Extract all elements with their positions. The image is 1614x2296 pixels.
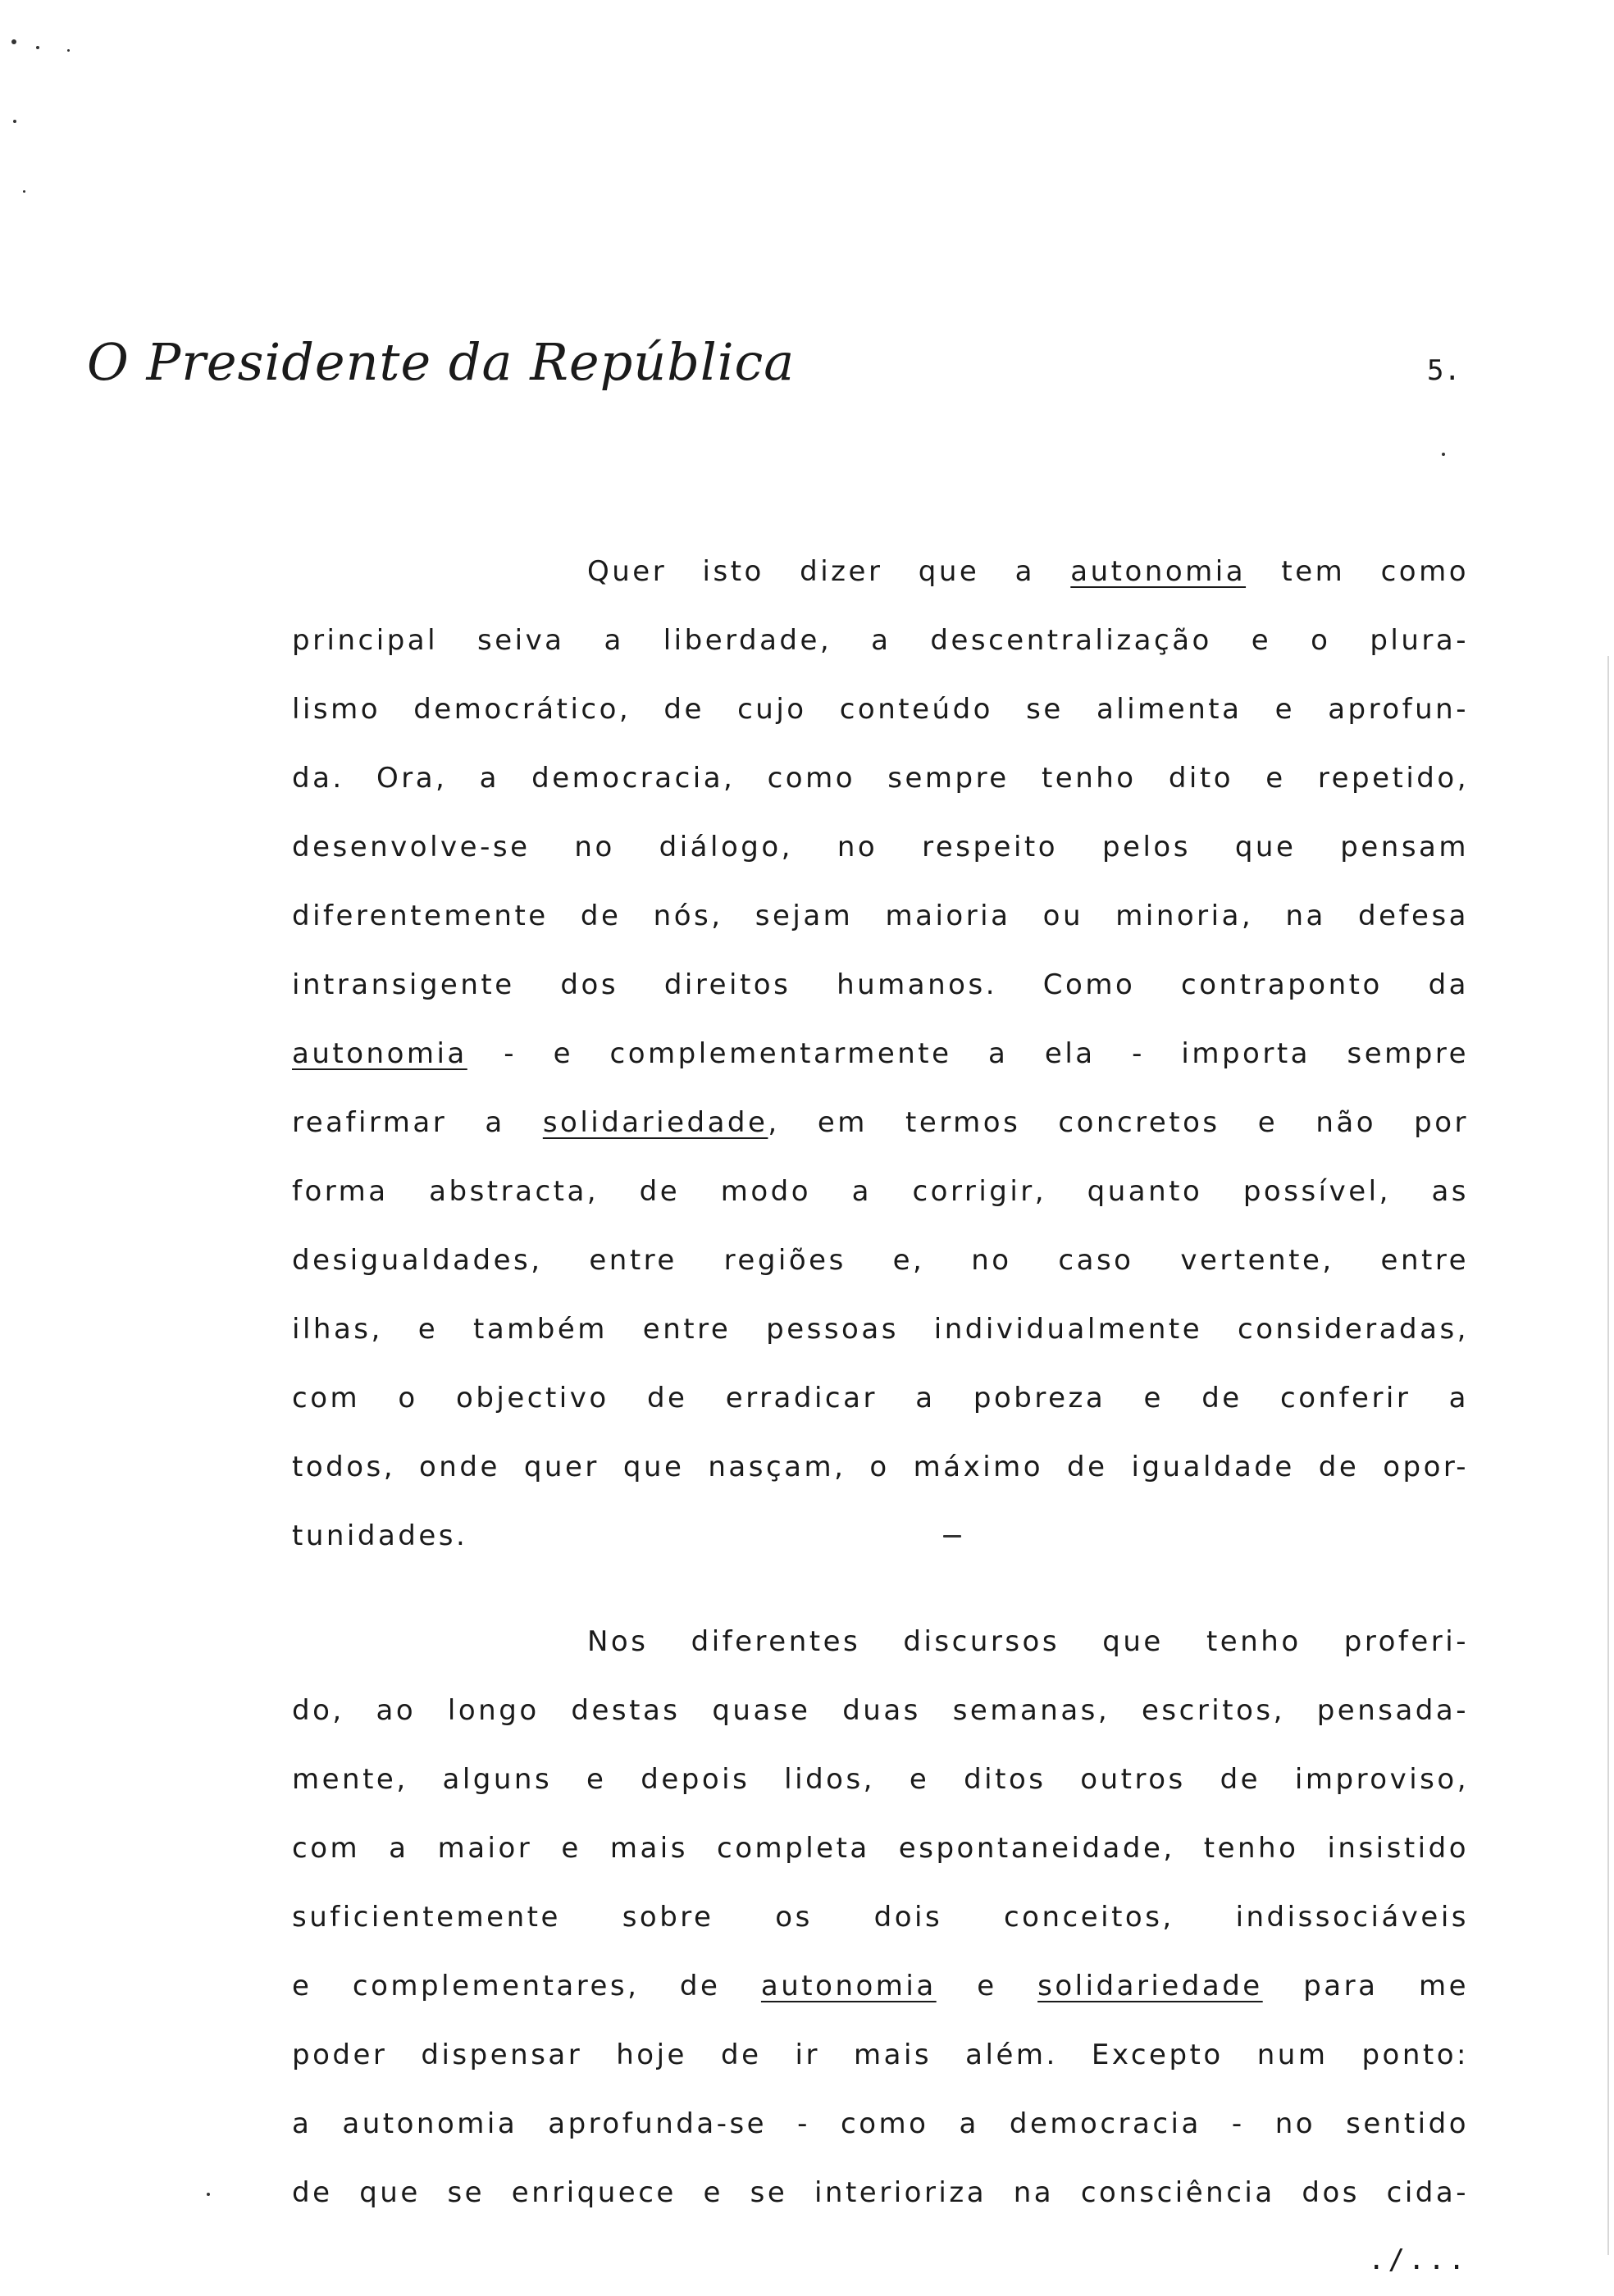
page-number: 5. [1427, 354, 1461, 387]
text-segment: para me [1262, 1970, 1469, 2002]
letterhead-title: O Presidente da República [87, 332, 796, 392]
paragraph-2 [292, 1607, 1469, 2227]
text-line [292, 950, 1469, 1019]
text-line [292, 1501, 1469, 1570]
text-line [292, 675, 1469, 744]
text-segment: - e complementarmente a ela - importa sempre [467, 1037, 1469, 1070]
text-segment: todos, onde quer que nasçam, o máximo de igualdade de opor- [292, 1451, 1469, 1483]
text-segment: tem como [1246, 555, 1469, 588]
continuation-mark: ./... [1368, 2244, 1469, 2276]
text-line [292, 2020, 1469, 2089]
text-line [292, 1088, 1469, 1157]
text-line [292, 1295, 1469, 1364]
text-line [292, 1226, 1469, 1295]
scan-speck [11, 39, 16, 44]
text-segment: forma abstracta, de modo a corrigir, quanto possível, as [292, 1175, 1469, 1208]
text-segment: a autonomia aprofunda-se - como a democracia - no sentido [292, 2107, 1469, 2140]
text-segment: de que se enriquece e se interioriza na consciência dos cida- [292, 2176, 1469, 2209]
text-line [292, 606, 1469, 675]
text-segment: do, ao longo destas quase duas semanas, escritos, pensada- [292, 1694, 1469, 1727]
text-segment: da. Ora, a democracia, como sempre tenho dito e repetido, [292, 762, 1469, 795]
text-line [292, 813, 1469, 882]
text-line [292, 1607, 1469, 1676]
text-line [292, 1676, 1469, 1745]
text-line [292, 1952, 1469, 2020]
scan-speck [943, 1535, 961, 1538]
underlined-term: autonomia [1070, 555, 1247, 588]
text-line [292, 1883, 1469, 1952]
underlined-term: solidariedade [542, 1106, 768, 1139]
text-segment: principal seiva a liberdade, a descentralização e o plura- [292, 624, 1469, 657]
scan-speck [1442, 453, 1445, 456]
text-line [292, 1019, 1469, 1088]
text-segment: Quer isto dizer que a [587, 555, 1071, 588]
text-segment: diferentemente de nós, sejam maioria ou minoria, na defesa [292, 900, 1469, 932]
text-line [292, 537, 1469, 606]
text-segment: e complementares, de [292, 1970, 761, 2002]
text-line [292, 1814, 1469, 1883]
text-segment: com a maior e mais completa espontaneidade, tenho insistido [292, 1832, 1469, 1865]
text-segment: tunidades. [292, 1519, 468, 1552]
scan-speck [13, 120, 16, 123]
text-segment: Nos diferentes discursos que tenho proferi- [587, 1625, 1469, 1658]
text-segment: e [936, 1970, 1038, 2002]
text-segment: desenvolve-se no diálogo, no respeito pelos que pensam [292, 831, 1469, 863]
text-line [292, 1157, 1469, 1226]
text-line [292, 1364, 1469, 1433]
text-segment: lismo democrático, de cujo conteúdo se alimenta e aprofun- [292, 693, 1469, 726]
underlined-term: autonomia [760, 1970, 937, 2002]
scan-speck [207, 2193, 210, 2196]
text-segment: intransigente dos direitos humanos. Como contraponto da [292, 968, 1469, 1001]
underlined-term: solidariedade [1037, 1970, 1263, 2002]
text-segment: mente, alguns e depois lidos, e ditos outros de improviso, [292, 1763, 1469, 1796]
text-line [292, 1745, 1469, 1814]
text-line [292, 744, 1469, 813]
text-line [292, 882, 1469, 950]
scan-speck [36, 46, 39, 49]
text-segment: desigualdades, entre regiões e, no caso vertente, entre [292, 1244, 1469, 1277]
text-segment: , em termos concretos e não por [768, 1106, 1469, 1139]
text-segment: suficientemente sobre os dois conceitos, indissociáveis [292, 1901, 1469, 1934]
text-segment: reafirmar a [292, 1106, 543, 1139]
text-segment: ilhas, e também entre pessoas individualmente consideradas, [292, 1313, 1469, 1346]
underlined-term: autonomia [292, 1037, 467, 1070]
scan-speck [67, 49, 70, 52]
paragraph-1 [292, 537, 1469, 1570]
text-segment: com o objectivo de erradicar a pobreza e de conferir a [292, 1382, 1469, 1414]
scan-speck [23, 190, 25, 193]
text-line [292, 2089, 1469, 2158]
text-segment: poder dispensar hoje de ir mais além. Excepto num ponto: [292, 2039, 1469, 2071]
scan-edge-line [1607, 656, 1609, 2255]
text-line [292, 2158, 1469, 2227]
text-line [292, 1433, 1469, 1501]
